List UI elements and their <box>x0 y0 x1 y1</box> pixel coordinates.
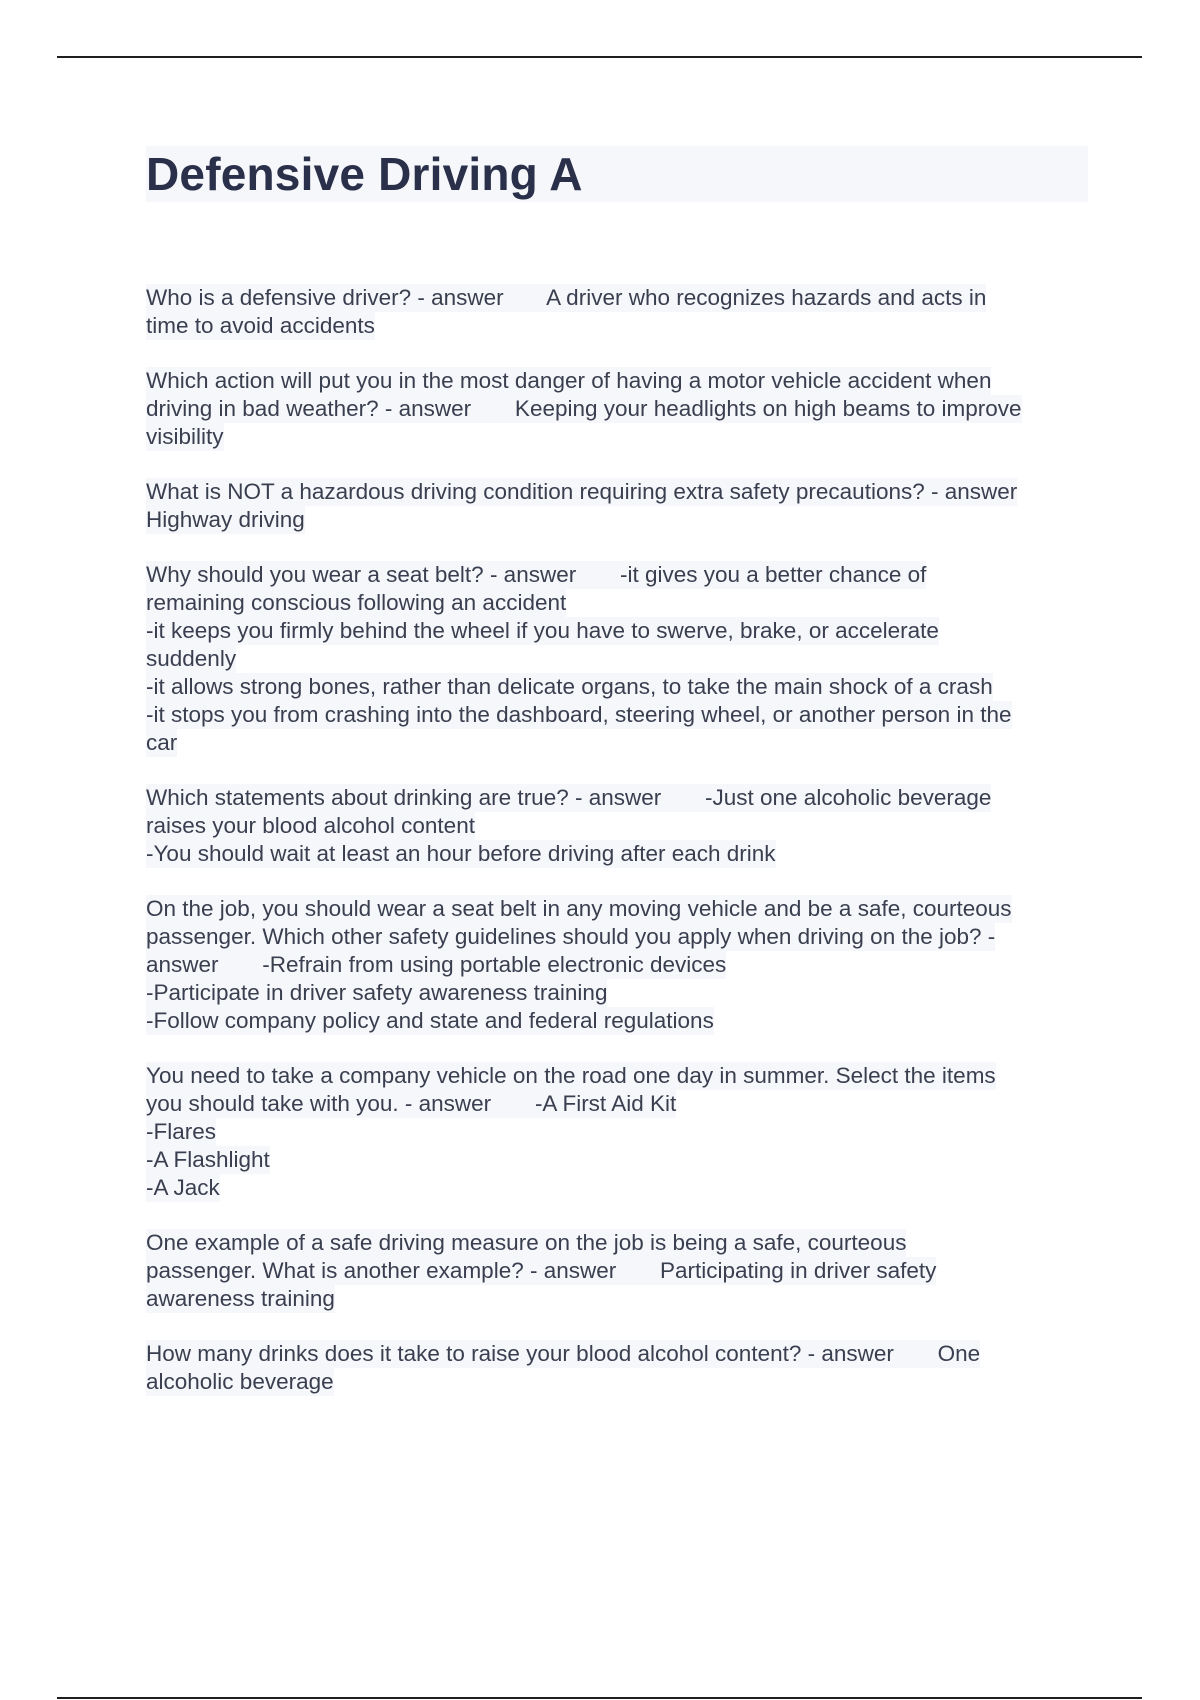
qa-line: You need to take a company vehicle on the road one day in summer. Select the items <box>146 1063 996 1088</box>
title-block <box>146 146 1088 202</box>
qa-line: Which statements about drinking are true? - answer -Just one alcoholic beverage <box>146 785 992 810</box>
qa-line: passenger. What is another example? - answer Participating in driver safety <box>146 1258 937 1283</box>
qa-line: alcoholic beverage <box>146 1369 334 1394</box>
qa-list <box>146 284 1096 1423</box>
qa-line: you should take with you. - answer -A First Aid Kit <box>146 1091 677 1116</box>
qa-line: Why should you wear a seat belt? - answer -it gives you a better chance of <box>146 562 927 587</box>
qa-line: -it allows strong bones, rather than delicate organs, to take the main shock of a crash <box>146 674 993 699</box>
qa-item-3 <box>146 478 1096 534</box>
qa-line: On the job, you should wear a seat belt in any moving vehicle and be a safe, courteous <box>146 896 1012 921</box>
qa-line: -it keeps you firmly behind the wheel if you have to swerve, brake, or accelerate <box>146 618 939 643</box>
qa-line: Which action will put you in the most danger of having a motor vehicle accident when <box>146 368 992 393</box>
qa-line: visibility <box>146 424 224 449</box>
qa-line: How many drinks does it take to raise your blood alcohol content? - answer One <box>146 1341 981 1366</box>
qa-line: suddenly <box>146 646 237 671</box>
qa-item-8 <box>146 1229 1096 1313</box>
qa-line: -You should wait at least an hour before driving after each drink <box>146 841 776 866</box>
qa-line: answer -Refrain from using portable electronic devices <box>146 952 727 977</box>
qa-line: time to avoid accidents <box>146 313 375 338</box>
qa-item-7 <box>146 1062 1096 1202</box>
qa-line: One example of a safe driving measure on the job is being a safe, courteous <box>146 1230 907 1255</box>
qa-item-2 <box>146 367 1096 451</box>
qa-line: -A Jack <box>146 1175 220 1200</box>
qa-line: passenger. Which other safety guidelines should you apply when driving on the job? - <box>146 924 996 949</box>
qa-line: Highway driving <box>146 507 305 532</box>
qa-item-9 <box>146 1340 1096 1396</box>
qa-line: -Flares <box>146 1119 217 1144</box>
qa-line: remaining conscious following an accident <box>146 590 567 615</box>
qa-line: Who is a defensive driver? - answer A driver who recognizes hazards and acts in <box>146 285 987 310</box>
top-rule <box>57 56 1142 58</box>
qa-line: raises your blood alcohol content <box>146 813 475 838</box>
qa-line: -Follow company policy and state and federal regulations <box>146 1008 714 1033</box>
qa-line: car <box>146 730 178 755</box>
qa-item-6 <box>146 895 1096 1035</box>
bottom-rule <box>57 1697 1142 1699</box>
qa-line: -Participate in driver safety awareness training <box>146 980 608 1005</box>
qa-line: driving in bad weather? - answer Keeping your headlights on high beams to improve <box>146 396 1022 421</box>
qa-line: -it stops you from crashing into the dashboard, steering wheel, or another person in the <box>146 702 1012 727</box>
qa-item-1 <box>146 284 1096 340</box>
qa-item-5 <box>146 784 1096 868</box>
qa-item-4 <box>146 561 1096 757</box>
qa-line: What is NOT a hazardous driving condition requiring extra safety precautions? - answer <box>146 479 1018 504</box>
document-title: Defensive Driving A <box>146 148 583 200</box>
qa-line: awareness training <box>146 1286 335 1311</box>
qa-line: -A Flashlight <box>146 1147 270 1172</box>
